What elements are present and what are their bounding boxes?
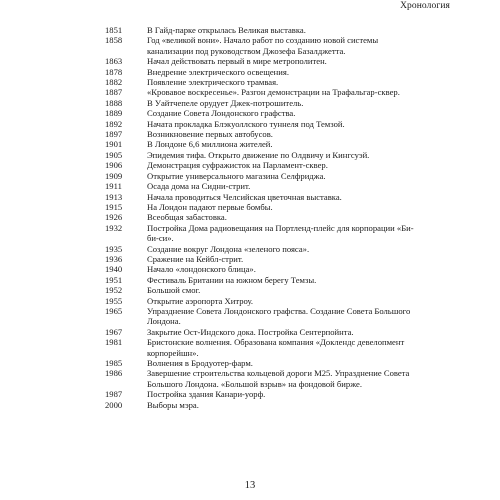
timeline-event: Появление электрического трамвая. xyxy=(147,77,279,88)
timeline-year: 1913 xyxy=(105,191,123,202)
timeline-entry xyxy=(105,389,415,399)
timeline-event: Большой смог. xyxy=(147,285,201,296)
timeline-event: Демонстрация суфражисток на Парламент-сквер. xyxy=(147,160,328,171)
timeline-year: 1981 xyxy=(105,337,123,348)
timeline-event: В Гайд-парке открылась Великая выставка. xyxy=(147,25,306,35)
timeline-year: 1986 xyxy=(105,368,123,379)
timeline-year: 1940 xyxy=(105,264,123,275)
timeline-year: 1905 xyxy=(105,149,123,160)
timeline-entry xyxy=(105,358,415,368)
timeline-entry xyxy=(105,87,415,97)
timeline-event: Эпидемия тифа. Открыто движение по Олдвичу и Кингсуэй. xyxy=(147,149,370,160)
chronology-list xyxy=(105,25,415,410)
timeline-year: 1858 xyxy=(105,35,123,46)
timeline-event: Выборы мэра. xyxy=(147,399,199,410)
timeline-event: Год «великой вони». Начало работ по созданию новой системы канализации под руководством Джозефа Базалджетта. xyxy=(147,35,379,56)
timeline-event: Начала проводиться Челсийская цветочная выставка. xyxy=(147,191,342,202)
timeline-year: 1936 xyxy=(105,253,123,264)
timeline-entry xyxy=(105,56,415,66)
timeline-entry xyxy=(105,368,415,389)
timeline-event: Постройка здания Канари-уорф. xyxy=(147,389,266,400)
timeline-entry xyxy=(105,306,415,327)
timeline-event: Всеобщая забастовка. xyxy=(147,212,227,223)
timeline-year: 1951 xyxy=(105,274,123,285)
timeline-year: 1897 xyxy=(105,129,123,140)
timeline-entry xyxy=(105,264,415,274)
timeline-entry xyxy=(105,119,415,129)
timeline-entry xyxy=(105,223,415,244)
timeline-entry xyxy=(105,181,415,191)
timeline-entry xyxy=(105,25,415,35)
timeline-event: В Уайтчепеле орудует Джек-потрошитель. xyxy=(147,97,304,108)
timeline-entry xyxy=(105,171,415,181)
timeline-entry xyxy=(105,400,415,410)
timeline-entry xyxy=(105,108,415,118)
timeline-entry xyxy=(105,296,415,306)
timeline-event: Открытие универсального магазина Селфриджа. xyxy=(147,170,326,181)
timeline-entry xyxy=(105,129,415,139)
timeline-event: Создание Совета Лондонского графства. xyxy=(147,108,296,119)
timeline-event: Бристонские волнения. Образована компания «Доклендс девелопмент корпорейшн». xyxy=(147,337,405,358)
timeline-event: Постройка Дома радиовещания на Портленд-плейс для корпорации «Би-би-си». xyxy=(147,222,414,244)
timeline-year: 1909 xyxy=(105,170,123,181)
timeline-event: Волнения в Бродуотер-фарм. xyxy=(147,358,253,368)
timeline-year: 1987 xyxy=(105,389,123,400)
timeline-event: Упразднение Совета Лондонского графства. Создание Совета Большого Лондона. xyxy=(147,305,411,327)
timeline-year: 1863 xyxy=(105,56,123,67)
timeline-entry xyxy=(105,244,415,254)
timeline-event: Начата прокладка Блэкуоллского туннеля под Темзой. xyxy=(147,118,345,129)
timeline-year: 1882 xyxy=(105,77,123,88)
timeline-entry xyxy=(105,160,415,170)
timeline-entry xyxy=(105,35,415,56)
timeline-entry xyxy=(105,212,415,222)
timeline-event: Внедрение электрического освещения. xyxy=(147,66,289,77)
timeline-year: 1965 xyxy=(105,305,123,316)
timeline-year: 1888 xyxy=(105,97,123,108)
timeline-entry xyxy=(105,327,415,337)
timeline-event: Закрытие Ост-Индского дока. Постройка Сентерпойнта. xyxy=(147,326,354,337)
timeline-year: 1935 xyxy=(105,243,123,254)
timeline-year: 1915 xyxy=(105,201,123,212)
timeline-year: 1932 xyxy=(105,222,123,233)
timeline-event: Начал действовать первый в мире метрополитен. xyxy=(147,56,327,67)
timeline-year: 1967 xyxy=(105,326,123,337)
timeline-year: 1906 xyxy=(105,160,123,171)
timeline-event: На Лондон падают первые бомбы. xyxy=(147,201,273,212)
timeline-year: 1851 xyxy=(105,25,123,35)
page-number: 13 xyxy=(244,480,256,491)
timeline-entry xyxy=(105,192,415,202)
timeline-entry xyxy=(105,150,415,160)
timeline-year: 1887 xyxy=(105,87,123,98)
timeline-entry xyxy=(105,67,415,77)
timeline-event: Создание вокруг Лондона «зеленого пояса». xyxy=(147,243,310,254)
timeline-event: Возникновение первых автобусов. xyxy=(147,129,273,140)
timeline-entry xyxy=(105,98,415,108)
timeline-event: Открытие аэропорта Хитроу. xyxy=(147,295,254,306)
timeline-year: 2000 xyxy=(105,399,123,410)
timeline-year: 1955 xyxy=(105,295,123,306)
timeline-event: Фестиваль Британии на южном берегу Темзы. xyxy=(147,274,317,285)
timeline-event: Осада дома на Сидни-стрит. xyxy=(147,181,251,192)
timeline-year: 1926 xyxy=(105,212,123,223)
timeline-year: 1892 xyxy=(105,118,123,129)
timeline-year: 1952 xyxy=(105,285,123,296)
timeline-entry xyxy=(105,202,415,212)
timeline-entry xyxy=(105,139,415,149)
timeline-year: 1985 xyxy=(105,358,123,368)
timeline-year: 1878 xyxy=(105,66,123,77)
timeline-event: Начало «лондонского блица». xyxy=(147,264,256,275)
timeline-entry xyxy=(105,254,415,264)
timeline-year: 1911 xyxy=(105,181,122,192)
timeline-entry xyxy=(105,275,415,285)
timeline-event: В Лондоне 6,6 миллиона жителей. xyxy=(147,139,273,150)
timeline-event: Завершение строительства кольцевой дороги M25. Упразднение Совета Большого Лондона. «Большой взрыв» на фондовой бирже. xyxy=(147,368,410,389)
timeline-event: «Кровавое воскресенье». Разгон демонстрации на Трафальгар-сквер. xyxy=(147,87,400,98)
timeline-entry xyxy=(105,337,415,358)
timeline-year: 1901 xyxy=(105,139,123,150)
timeline-entry xyxy=(105,285,415,295)
timeline-year: 1889 xyxy=(105,108,123,119)
timeline-entry xyxy=(105,77,415,87)
running-head: Хронология xyxy=(400,1,450,11)
timeline-event: Сражение на Кейбл-стрит. xyxy=(147,253,244,264)
